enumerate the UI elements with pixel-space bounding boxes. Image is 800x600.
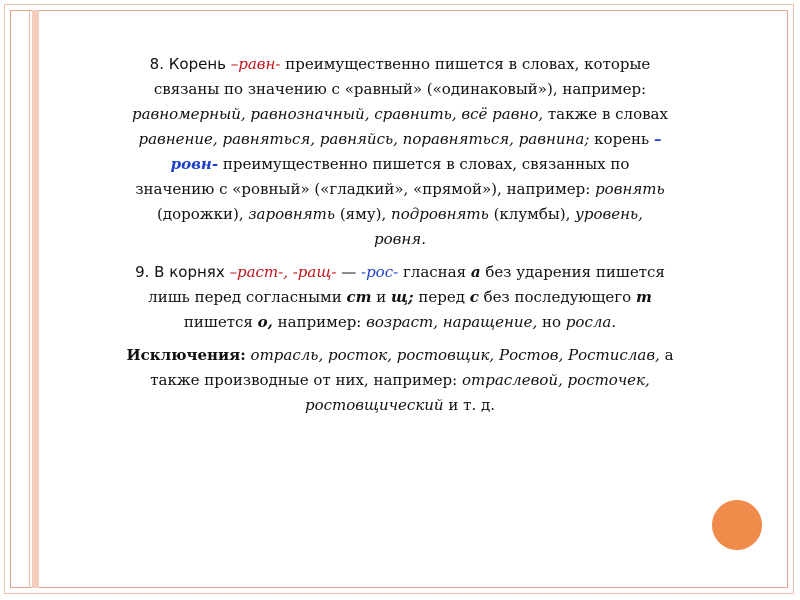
slide-text-body [70, 52, 730, 426]
rule-8-line-1: 8. Корень –равн- преимущественно пишется в словах, которые [149, 55, 651, 73]
rule-8-line-8: ровня. [374, 230, 426, 248]
rule-9-line-3: пишется о, например: возраст, наращение, но росла. [183, 313, 617, 331]
rule-9-paragraph [70, 260, 730, 335]
rule-8-line-5: ровн- преимущественно пишется в словах, связанных по [170, 155, 630, 173]
orange-dot-decoration [712, 500, 762, 550]
exceptions-line-3: ростовщический и т. д. [305, 396, 495, 414]
exceptions-line-1: Исключения: отрасль, росток, ростовщик, Ростов, Ростислав, а [126, 346, 674, 364]
rule-8-line-6: значению с «ровный» («гладкий», «прямой»), например: ровнять [135, 180, 665, 198]
rule-8-paragraph [70, 52, 730, 252]
rule-9-line-2: лишь перед согласными ст и щ; перед с без последующего т [148, 288, 652, 306]
rule-8-line-4: равнение, равняться, равняйсь, поравняться, равнина; корень – [138, 130, 662, 148]
left-accent-bar [32, 10, 39, 588]
exceptions-paragraph [70, 343, 730, 418]
left-accent-line [29, 10, 30, 588]
rule-8-line-3: равномерный, равнозначный, сравнить, всё равно, также в словах [132, 105, 668, 123]
rule-8-line-2: связаны по значению с «равный» («одинаковый»), например: [153, 80, 647, 98]
rule-9-line-1: 9. В корнях –раст-, -ращ- — -рос- гласная а без ударения пишется [135, 263, 665, 281]
rule-8-line-7: (дорожки), заровнять (яму), подровнять (клумбы), уровень, [157, 205, 643, 223]
exceptions-line-2: также производные от них, например: отраслевой, росточек, [150, 371, 650, 389]
